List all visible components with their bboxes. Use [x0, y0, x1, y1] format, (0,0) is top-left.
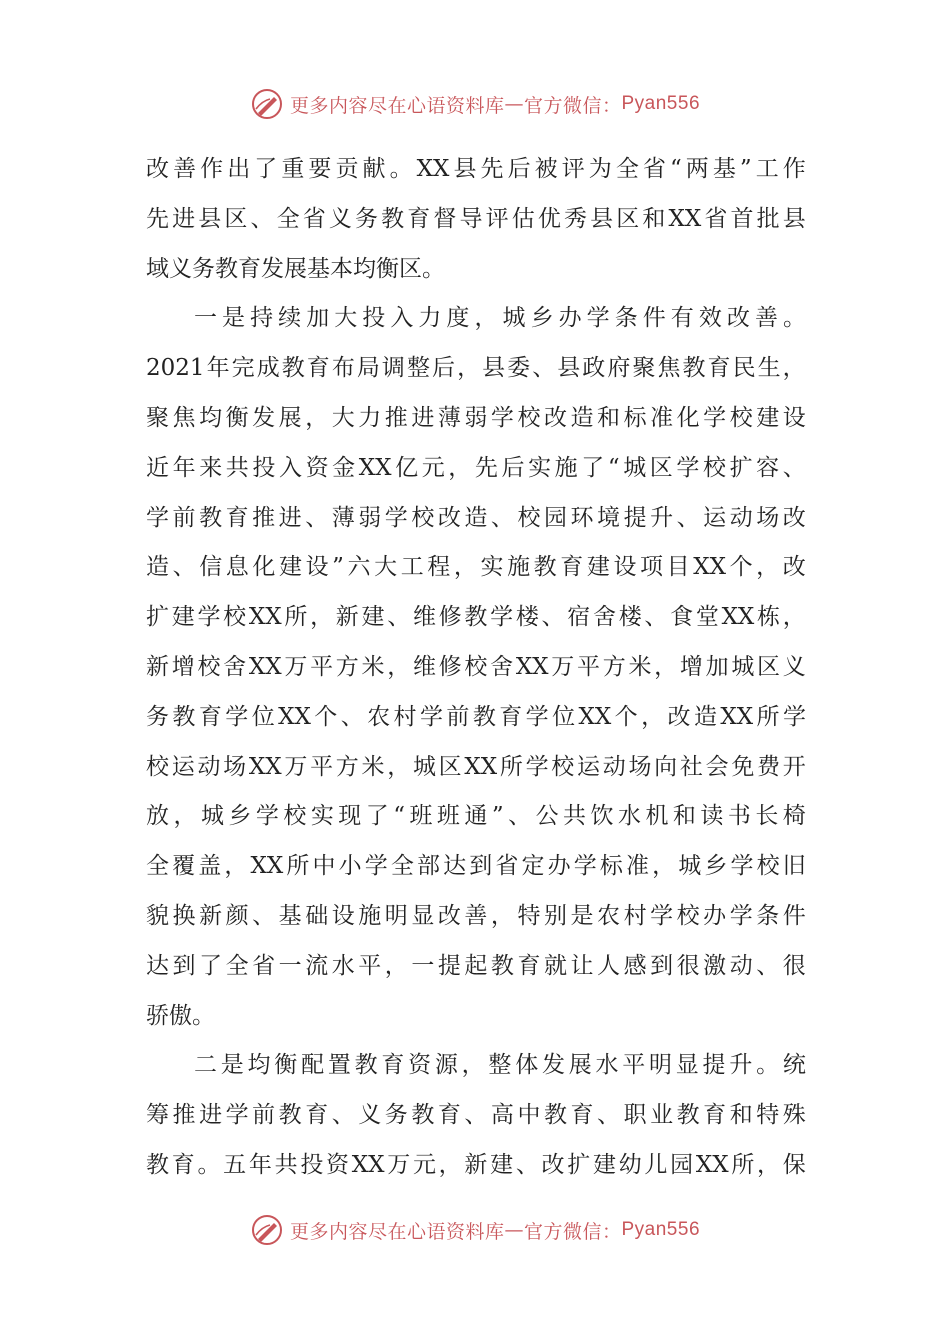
- pen-logo-icon: [250, 1213, 284, 1247]
- pen-logo-icon: [250, 87, 284, 121]
- text-line: 筹 推 进 学 前 教 育 、 义 务 教 育 、 高 中 教 育 、 职 业 教 育 和 特 殊: [146, 1102, 806, 1129]
- text-line: 一 是 持 续 加 大 投 入 力 度 ， 城 乡 办 学 条 件 有 效 改 善 。: [194, 305, 806, 332]
- text-line: 改 善 作 出 了 重 要 贡 献 。 XX 县 先 后 被 评 为 全 省 “ 两 基 ” 工 作: [146, 156, 806, 182]
- text-line: 2021 年 完 成 教 育 布 局 调 整 后 ， 县 委 、 县 政 府 聚 焦 教 育 民 生 ，: [146, 355, 806, 382]
- text-line: 扩 建 学 校 XX 所 ， 新 建 、 维 修 教 学 楼 、 宿 舍 楼 、 食 堂 XX 栋 ，: [146, 604, 806, 631]
- watermark-text: 更多内容尽在心语资料库: [289, 1220, 505, 1243]
- watermark-suffix: 官方微信：: [523, 94, 622, 117]
- text-line: 达 到 了 全 省 一 流 水 平 ， 一 提 起 教 育 就 让 人 感 到 很 激 动 、 很: [146, 952, 806, 979]
- document-body: [146, 145, 806, 1191]
- text-line: 放 ， 城 乡 学 校 实 现 了 “ 班 班 通 ” 、 公 共 饮 水 机 和 读 书 长 椅: [146, 803, 806, 830]
- text-line: 域义务教育发展基本均衡区。: [146, 255, 445, 282]
- text-line: 聚 焦 均 衡 发 展 ， 大 力 推 进 薄 弱 学 校 改 造 和 标 准 化 学 校 建 设: [146, 404, 806, 431]
- watermark-text: 更多内容尽在心语资料库: [289, 94, 505, 117]
- text-line: 务 教 育 学 位 XX 个 、 农 村 学 前 教 育 学 位 XX 个 ， 改 造 XX 所 学: [146, 703, 806, 730]
- text-line: 教 育 。 五 年 共 投 资 XX 万 元 ， 新 建 、 改 扩 建 幼 儿 园 XX 所 ， 保: [146, 1151, 806, 1178]
- text-line: 二 是 均 衡 配 置 教 育 资 源 ， 整 体 发 展 水 平 明 显 提 升 。 统: [194, 1052, 806, 1079]
- watermark-dash: —: [504, 1219, 524, 1241]
- watermark-dash: —: [504, 93, 524, 115]
- header-watermark: [0, 84, 950, 124]
- footer-watermark: [0, 1210, 950, 1250]
- text-line: 近 年 来 共 投 入 资 金 XX 亿 元 ， 先 后 实 施 了 “ 城 区 学 校 扩 容 、: [146, 454, 806, 481]
- text-line: 造 、 信 息 化 建 设 ” 六 大 工 程 ， 实 施 教 育 建 设 项 目 XX 个 ， 改: [146, 554, 806, 581]
- text-line: 全 覆 盖 ， XX 所 中 小 学 全 部 达 到 省 定 办 学 标 准 ， 城 乡 学 校 旧: [146, 853, 806, 880]
- text-line: 新 增 校 舍 XX 万 平 方 米 ， 维 修 校 舍 XX 万 平 方 米 ， 增 加 城 区 义: [146, 653, 806, 680]
- watermark-wechat-id: Pyan556: [621, 1219, 701, 1240]
- watermark-suffix: 官方微信：: [523, 1220, 622, 1243]
- text-line: 骄傲。: [146, 1002, 215, 1029]
- text-line: 貌 换 新 颜 、 基 础 设 施 明 显 改 善 ， 特 别 是 农 村 学 校 办 学 条 件: [146, 902, 806, 929]
- watermark-wechat-id: Pyan556: [621, 93, 701, 114]
- text-line: 校 运 动 场 XX 万 平 方 米 ， 城 区 XX 所 学 校 运 动 场 向 社 会 免 费 开: [146, 753, 806, 780]
- text-line: 学 前 教 育 推 进 、 薄 弱 学 校 改 造 、 校 园 环 境 提 升 、 运 动 场 改: [146, 504, 806, 531]
- text-line: 先 进 县 区 、 全 省 义 务 教 育 督 导 评 估 优 秀 县 区 和 XX 省 首 批 县: [146, 205, 806, 232]
